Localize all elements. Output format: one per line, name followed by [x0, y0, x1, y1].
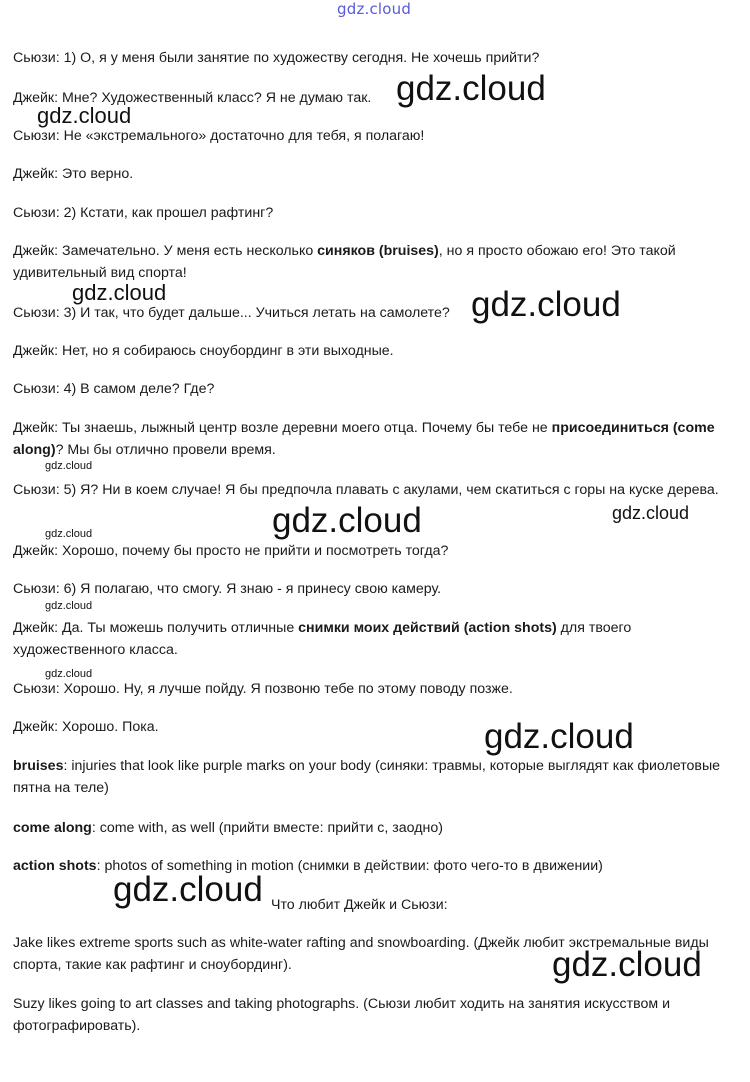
- dialogue-line-14-post: для твоего художественного класса.: [13, 620, 632, 658]
- dialogue-line-10-post: ? Мы бы отлично провели время.: [55, 442, 276, 458]
- glossary-def: : injuries that look like purple marks on your body (синяки: травмы, которые выглядят как фиолетовые пятна на теле): [13, 758, 721, 796]
- dialogue-line-8: Джейк: Нет, но я собираюсь сноубординг в эти выходные.: [13, 343, 394, 359]
- glossary-term: come along: [13, 820, 92, 836]
- dialogue-line-6-post: , но я просто обожаю его! Это такой удивительный вид спорта!: [13, 243, 676, 281]
- glossary-item: [13, 755, 733, 799]
- term-bruises: синяков (bruises): [317, 243, 439, 259]
- dialogue-line-1: Сьюзи: 1) О, я у меня были занятие по художеству сегодня. Не хочешь прийти?: [13, 50, 540, 66]
- glossary-term: bruises: [13, 758, 64, 774]
- watermark: gdz.cloud: [45, 600, 93, 612]
- watermark: gdz.cloud: [37, 103, 132, 128]
- dialogue-line-14: [13, 617, 733, 661]
- watermark: gdz.cloud: [45, 528, 93, 540]
- dialogue-line-14-pre: Джейк: Да. Ты можешь получить отличные: [13, 620, 299, 636]
- dialogue-line-10: [13, 417, 733, 461]
- glossary-def: : come with, as well (прийти вместе: прийти с, заодно): [91, 820, 443, 836]
- watermark: gdz.cloud: [45, 668, 93, 680]
- watermark: gdz.cloud: [45, 460, 93, 472]
- watermark: gdz.cloud: [612, 503, 690, 523]
- watermark-top: gdz.cloud: [337, 0, 412, 18]
- dialogue-line-6: [13, 240, 733, 284]
- watermark: gdz.cloud: [484, 717, 634, 756]
- term-come-along: присоединиться (come along): [13, 420, 715, 458]
- dialogue-line-4: Джейк: Это верно.: [13, 166, 134, 182]
- watermark: gdz.cloud: [72, 280, 167, 305]
- dialogue-line-11: Сьюзи: 5) Я? Ни в коем случае! Я бы предпочла плавать с акулами, чем скатиться с горы на куске дерева.: [13, 482, 719, 498]
- dialogue-line-16: Джейк: Хорошо. Пока.: [13, 719, 159, 735]
- dialogue-line-3: Сьюзи: Не «экстремального» достаточно для тебя, я полагаю!: [13, 128, 425, 144]
- glossary-term: action shots: [13, 858, 97, 874]
- watermark: gdz.cloud: [272, 501, 422, 540]
- term-action-shots: снимки моих действий (action shots): [298, 620, 557, 636]
- dialogue-line-6-pre: Джейк: Замечательно. У меня есть несколько: [13, 243, 318, 259]
- dialogue-line-5: Сьюзи: 2) Кстати, как прошел рафтинг?: [13, 205, 274, 221]
- dialogue-line-15: Сьюзи: Хорошо. Ну, я лучше пойду. Я позвоню тебе по этому поводу позже.: [13, 681, 513, 697]
- watermark: gdz.cloud: [396, 69, 546, 108]
- dialogue-line-2: Джейк: Мне? Художественный класс? Я не думаю так.: [13, 90, 372, 106]
- watermark: gdz.cloud: [552, 945, 702, 984]
- dialogue-line-7: Сьюзи: 3) И так, что будет дальше... Учиться летать на самолете?: [13, 305, 450, 321]
- watermark: gdz.cloud: [113, 870, 263, 909]
- watermark: gdz.cloud: [471, 285, 621, 324]
- dialogue-line-10-pre: Джейк: Ты знаешь, лыжный центр возле деревни моего отца. Почему бы тебе не: [13, 420, 552, 436]
- glossary-def: : photos of something in motion (снимки в действии: фото чего-то в движении): [96, 858, 603, 874]
- dialogue-line-12: Джейк: Хорошо, почему бы просто не прийти и посмотреть тогда?: [13, 543, 449, 559]
- dialogue-line-9: Сьюзи: 4) В самом деле? Где?: [13, 381, 215, 397]
- question-heading: Что любит Джейк и Сьюзи:: [271, 897, 448, 913]
- answer-jake: Jake likes extreme sports such as white-water rafting and snowboarding. (Джейк любит экстремальные виды спорта, такие как рафтинг и сноубординг).: [13, 935, 709, 973]
- dialogue-line-13: Сьюзи: 6) Я полагаю, что смогу. Я знаю - я принесу свою камеру.: [13, 581, 442, 597]
- answer-suzy: Suzy likes going to art classes and taking photographs. (Сьюзи любит ходить на занятия искусством и фотографировать).: [13, 996, 671, 1034]
- glossary-item: [13, 817, 733, 839]
